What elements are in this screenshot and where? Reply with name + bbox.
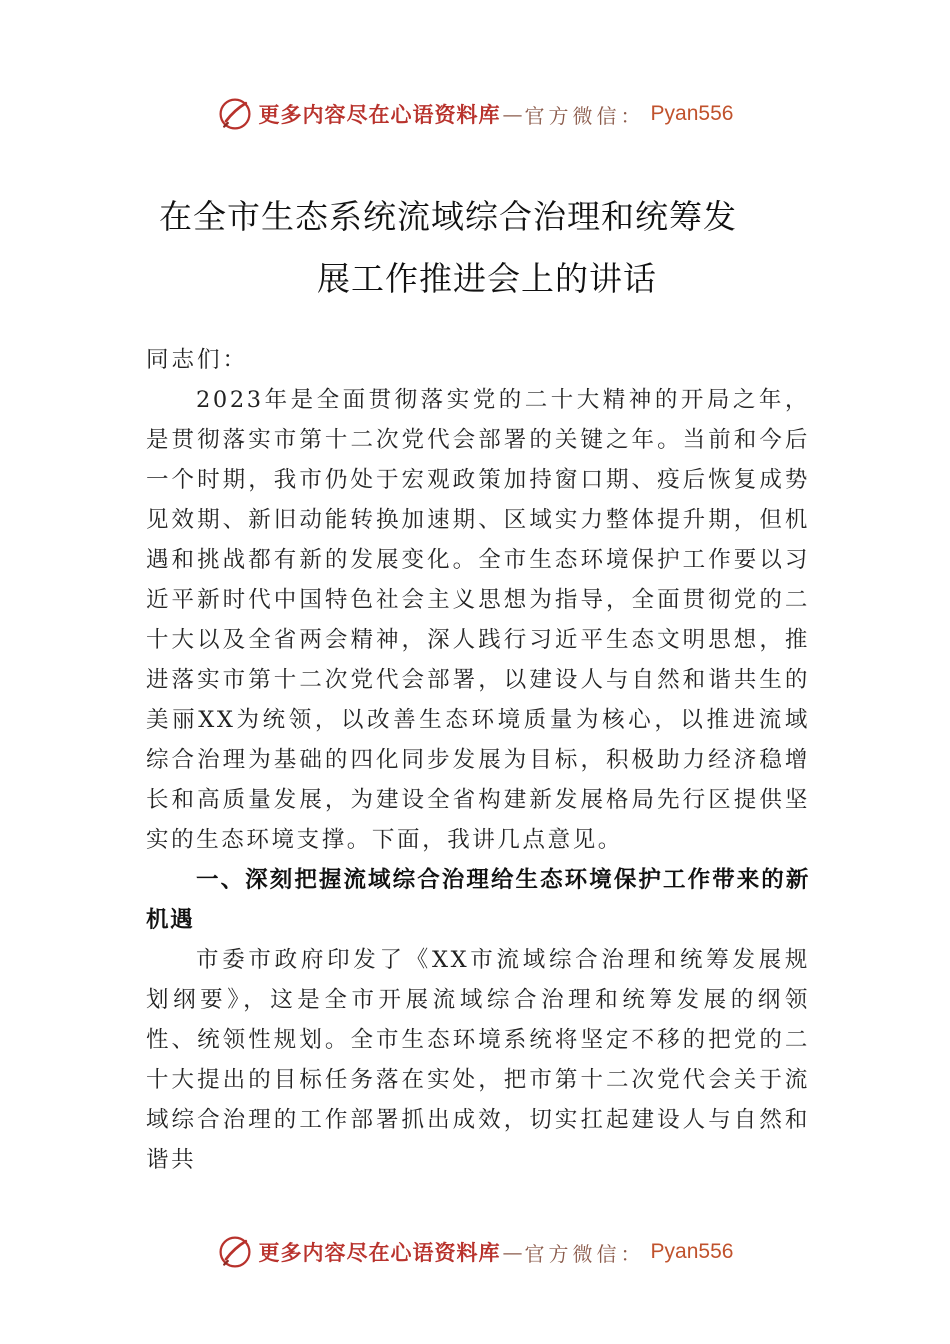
- brush-logo-icon: [217, 96, 253, 132]
- banner-separator: —: [502, 102, 523, 126]
- wechat-id: Pyan556: [650, 1240, 734, 1263]
- paragraph-1: 2023年是全面贯彻落实党的二十大精神的开局之年，是贯彻落实市第十二次党代会部署的关键之年。当前和今后一个时期，我市仍处于宏观政策加持窗口期、疫后恢复成势见效期、新旧动能转换加速期、区域实力整体提升期，但机遇和挑战都有新的发展变化。全市生态环境保护工作要以习近平新时代中国特色社会主义思想为指导，全面贯彻党的二十大以及全省两会精神，深人践行习近平生态文明思想，推进落实市第十二次党代会部署，以建设人与自然和谐共生的美丽XX为统领，以改善生态环境质量为核心，以推进流域综合治理为基础的四化同步发展为目标，积极助力经济稳增长和高质量发展，为建设全省构建新发展格局先行区提供坚实的生态环境支撑。下面，我讲几点意见。: [146, 387, 810, 853]
- header-watermark-banner: [0, 94, 950, 134]
- brand-text: 更多内容尽在心语资料库: [258, 102, 501, 127]
- wechat-label: 官方微信：: [524, 103, 645, 128]
- title-line-2: 展工作推进会上的讲话: [317, 259, 657, 298]
- banner-separator: —: [502, 1240, 523, 1264]
- brush-logo-icon: [217, 1234, 253, 1270]
- wechat-label: 官方微信：: [524, 1241, 645, 1266]
- title-line-1: 在全市生态系统流域综合治理和统筹发: [159, 197, 737, 236]
- footer-watermark-banner: [0, 1232, 950, 1272]
- document-title: [145, 186, 815, 310]
- brand-text: 更多内容尽在心语资料库: [258, 1240, 501, 1265]
- document-body: [146, 340, 810, 1180]
- salutation: 同志们：: [146, 347, 249, 373]
- section-heading-1: 一、深刻把握流域综合治理给生态环境保护工作带来的新机遇: [146, 867, 810, 933]
- paragraph-2: 市委市政府印发了《XX市流域综合治理和统筹发展规划纲要》，这是全市开展流域综合治理和统筹发展的纲领性、统领性规划。全市生态环境系统将坚定不移的把党的二十大提出的目标任务落在实处，把市第十二次党代会关于流域综合治理的工作部署抓出成效，切实扛起建设人与自然和谐共: [146, 947, 810, 1173]
- wechat-id: Pyan556: [650, 102, 734, 125]
